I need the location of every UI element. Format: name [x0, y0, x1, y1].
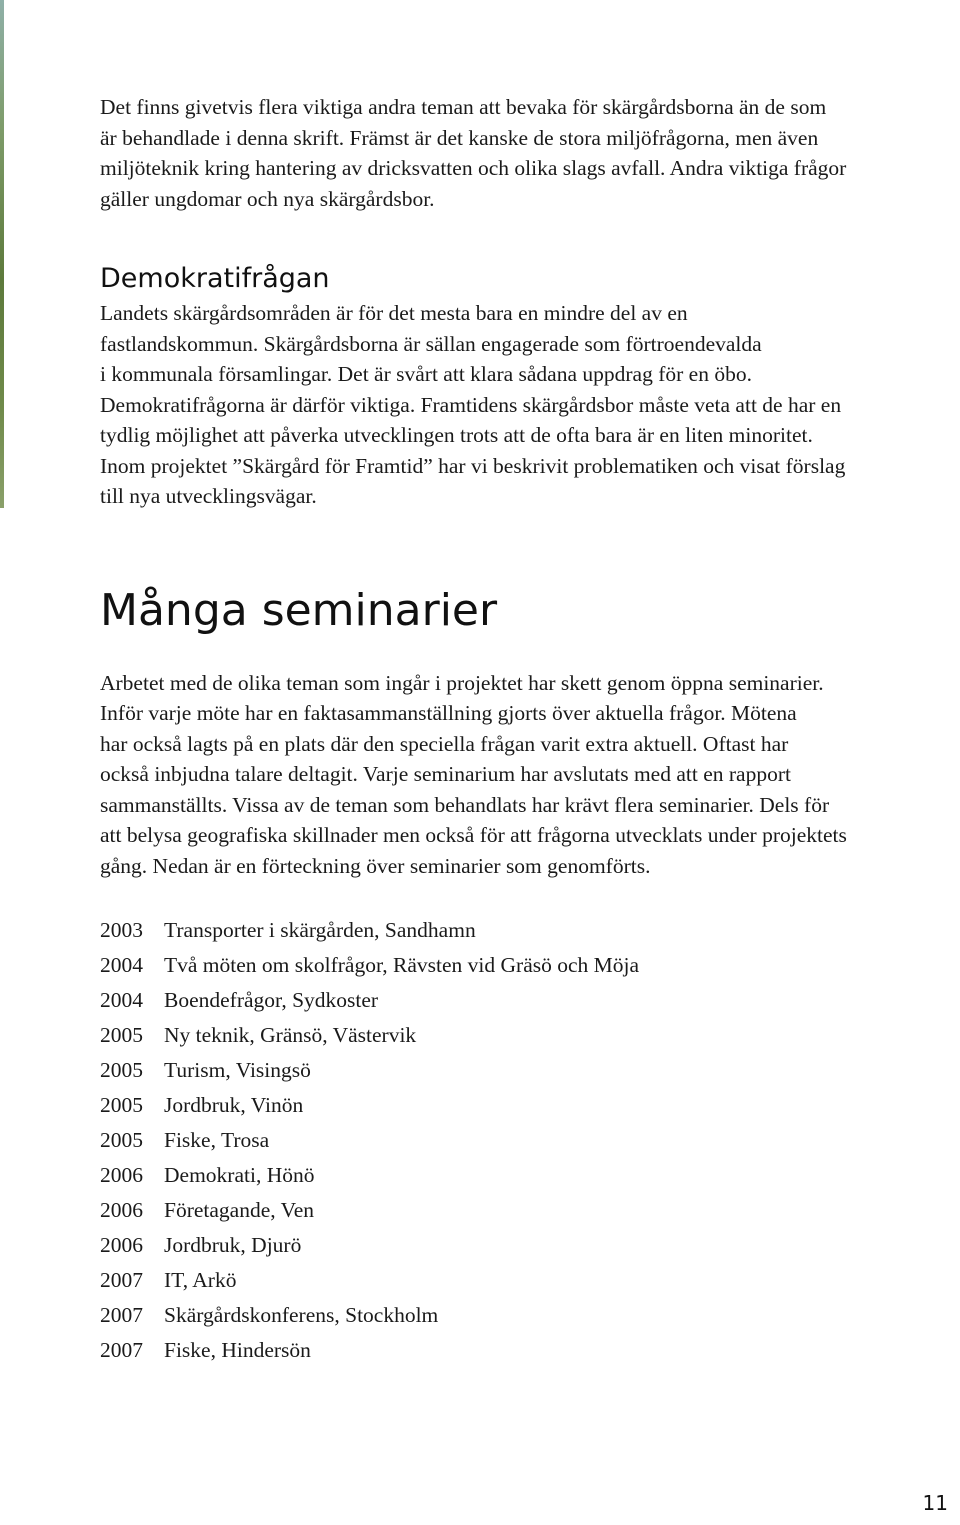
- seminar-list-item: [100, 983, 960, 1018]
- seminar-year: 2004: [100, 988, 143, 1012]
- seminar-year: 2005: [100, 1128, 143, 1152]
- seminar-title: Transporter i skärgården, Sandhamn: [164, 918, 476, 942]
- seminar-list: [100, 913, 960, 1368]
- seminar-list-item: [100, 913, 960, 948]
- democracy-paragraph: Landets skärgårdsområden är för det mesta bara en mindre del av en fastlandskommun. Skärgårdsborna är sällan engagerade som förtroendevalda i kommunala församlingar. Det är svårt att klara sådana uppdrag för en öbo. Demokratifrågorna är därför viktiga. Framtidens skärgårdsbor måste veta att de har en tydlig möjlighet att påverka utvecklingen trots att de ofta bara är en liten minoritet. Inom projektet ”Skärgård för Framtid” har vi beskrivit problematiken och visat förslag till nya utvecklingsvägar.: [100, 301, 846, 508]
- seminar-title: Demokrati, Hönö: [164, 1163, 315, 1187]
- seminar-year: 2004: [100, 953, 143, 977]
- seminar-title: Fiske, Hindersön: [164, 1338, 311, 1362]
- seminar-list-item: [100, 1158, 960, 1193]
- seminar-year: 2006: [100, 1198, 143, 1222]
- intro-paragraph: Det finns givetvis flera viktiga andra teman att bevaka för skärgårdsborna än de som är behandlade i denna skrift. Främst är det kanske de stora miljöfrågorna, men även miljöteknik kring hantering av dricksvatten och olika slags avfall. Andra viktiga frågor gäller ungdomar och nya skärgårdsbor.: [100, 95, 847, 211]
- seminar-year: 2005: [100, 1058, 143, 1082]
- seminar-list-item: [100, 1123, 960, 1158]
- seminar-title: Boendefrågor, Sydkoster: [164, 988, 379, 1012]
- seminar-title: Två möten om skolfrågor, Rävsten vid Gräsö och Möja: [164, 953, 640, 977]
- seminar-list-item: [100, 1298, 960, 1333]
- seminar-list-item: [100, 1228, 960, 1263]
- page-content: [100, 92, 960, 1368]
- seminar-title: IT, Arkö: [164, 1268, 237, 1292]
- seminar-list-item: [100, 1053, 960, 1088]
- seminar-year: 2007: [100, 1338, 143, 1362]
- seminar-title: Skärgårdskonferens, Stockholm: [164, 1303, 439, 1327]
- page-number: 11: [922, 1491, 948, 1515]
- seminar-title: Jordbruk, Djurö: [164, 1233, 302, 1257]
- seminar-list-item: [100, 1193, 960, 1228]
- seminar-title: Företagande, Ven: [164, 1198, 315, 1222]
- side-photo-strip: [0, 0, 4, 508]
- seminar-year: 2007: [100, 1303, 143, 1327]
- seminar-year: 2007: [100, 1268, 143, 1292]
- seminar-list-item: [100, 1088, 960, 1123]
- seminar-title: Fiske, Trosa: [164, 1128, 270, 1152]
- seminar-list-item: [100, 948, 960, 983]
- seminar-year: 2006: [100, 1233, 143, 1257]
- seminar-year: 2006: [100, 1163, 143, 1187]
- seminar-year: 2005: [100, 1093, 143, 1117]
- seminar-year: 2003: [100, 918, 143, 942]
- democracy-heading: Demokratifrågan: [100, 263, 330, 294]
- seminars-heading: Många seminarier: [100, 584, 498, 636]
- seminar-year: 2005: [100, 1023, 143, 1047]
- seminar-list-item: [100, 1263, 960, 1298]
- seminar-list-item: [100, 1333, 960, 1368]
- seminar-list-item: [100, 1018, 960, 1053]
- seminar-title: Turism, Visingsö: [164, 1058, 311, 1082]
- seminar-title: Jordbruk, Vinön: [164, 1093, 304, 1117]
- seminars-paragraph: Arbetet med de olika teman som ingår i projektet har skett genom öppna seminarier. Inför varje möte har en faktasammanställning gjorts över aktuella frågor. Mötena har också lagts på en plats där den speciella frågan varit extra aktuell. Oftast har också inbjudna talare deltagit. Varje seminarium har avslutats med att en rapport sammanställts. Vissa av de teman som behandlats har krävt flera seminarier. Dels för att belysa geografiska skillnader men också för att frågorna utvecklats under projektets gång. Nedan är en förteckning över seminarier som genomförts.: [100, 670, 847, 878]
- seminar-title: Ny teknik, Gränsö, Västervik: [164, 1023, 417, 1047]
